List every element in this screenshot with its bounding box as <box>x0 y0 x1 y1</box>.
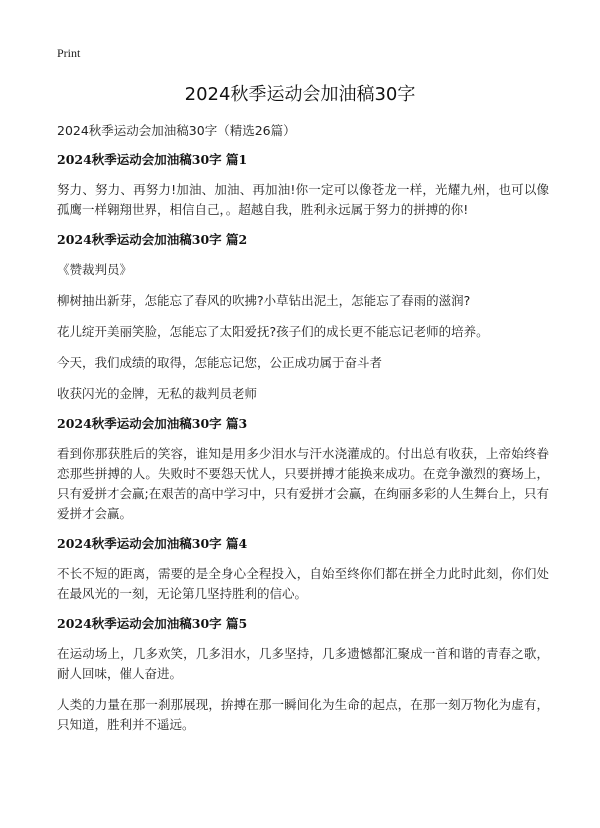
section-2 <box>57 231 549 404</box>
document-title: 2024秋季运动会加油稿30字 <box>184 84 416 105</box>
section-heading: 2024秋季运动会加油稿30字 篇4 <box>57 536 248 551</box>
document-subtitle: 2024秋季运动会加油稿30字（精选26篇） <box>57 123 296 138</box>
section-5 <box>57 615 549 735</box>
section-1 <box>57 151 549 220</box>
section-paragraph: 努力、努力、再努力!加油、加油、再加油!你一定可以像苍龙一样，光耀九州，也可以像孤鹰一样翱翔世界，相信自己，。超越自我，胜利永远属于努力的拼搏的你! <box>57 182 549 217</box>
document-body <box>57 122 549 746</box>
section-3 <box>57 415 549 524</box>
section-heading: 2024秋季运动会加油稿30字 篇3 <box>57 416 248 431</box>
section-heading: 2024秋季运动会加油稿30字 篇2 <box>57 232 248 247</box>
section-paragraph: 收获闪光的金牌，无私的裁判员老师 <box>57 386 258 401</box>
section-4 <box>57 535 549 604</box>
section-paragraph: 今天，我们成绩的取得，怎能忘记您，公正成功属于奋斗者 <box>57 355 383 370</box>
section-paragraph: 看到你那获胜后的笑容，谁知是用多少泪水与汗水浇灌成的。付出总有收获，上帝始终眷恋那些拼搏的人。失败时不要怨天忧人，只要拼搏才能换来成功。在竞争激烈的赛场上，只有爱拼才会赢;在艰苦的高中学习中，只有爱拼才会赢，在绚丽多彩的人生舞台上，只有爱拼才会赢。 <box>57 446 549 521</box>
print-link[interactable]: Print <box>57 46 81 60</box>
section-paragraph: 花儿绽开美丽笑脸，怎能忘了太阳爱抚?孩子们的成长更不能忘记老师的培养。 <box>57 324 489 339</box>
section-paragraph: 《赞裁判员》 <box>57 262 133 277</box>
section-paragraph: 不长不短的距离，需要的是全身心全程投入，自始至终你们都在拼全力此时此刻，你们处在最风光的一刻，无论第几坚持胜利的信心。 <box>57 566 549 601</box>
section-heading: 2024秋季运动会加油稿30字 篇5 <box>57 616 248 631</box>
section-heading: 2024秋季运动会加油稿30字 篇1 <box>57 152 248 167</box>
section-paragraph: 人类的力量在那一刹那展现，拚搏在那一瞬间化为生命的起点，在那一刻万物化为虚有，只知道，胜利并不遥远。 <box>57 697 549 732</box>
section-paragraph: 在运动场上，几多欢笑，几多泪水，几多坚持，几多遗憾都汇聚成一首和谐的青春之歌，耐人回味，催人奋进。 <box>57 646 549 681</box>
section-paragraph: 柳树抽出新芽，怎能忘了春风的吹拂?小草钻出泥土，怎能忘了春雨的滋润? <box>57 293 471 308</box>
